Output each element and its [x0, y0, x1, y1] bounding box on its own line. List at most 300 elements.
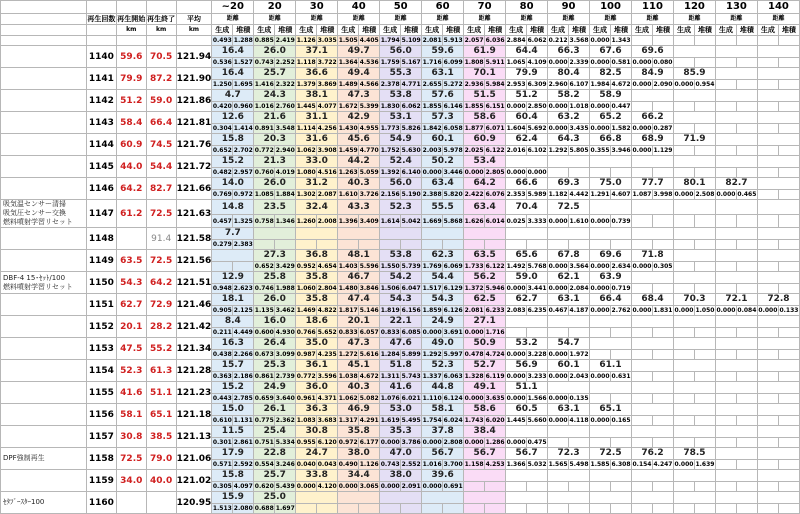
row-avg[interactable]: 121.63 — [176, 200, 212, 228]
sub-value[interactable]: 1.038 — [338, 373, 358, 380]
band-value[interactable]: 53.1 — [380, 112, 422, 124]
band-value[interactable]: 57.3 — [422, 112, 464, 124]
row-id[interactable]: 1154 — [87, 360, 117, 382]
sub-value[interactable] — [652, 504, 673, 514]
sub-value[interactable]: 2.043 — [569, 373, 589, 380]
gen-header[interactable]: 生成 — [757, 25, 778, 36]
sub-value[interactable]: 0.960 — [233, 103, 253, 110]
row-end[interactable] — [146, 492, 176, 514]
sub-value[interactable]: 3.908 — [317, 147, 337, 154]
row-start[interactable] — [116, 492, 146, 514]
sub-value[interactable]: 0.279 — [212, 241, 232, 248]
sub-value[interactable]: 4.187 — [569, 307, 589, 314]
sub-value[interactable]: 6.122 — [485, 263, 505, 270]
sub-value[interactable]: 1.062 — [296, 147, 316, 154]
sub-value[interactable] — [632, 102, 653, 112]
row-end[interactable]: 54.4 — [146, 156, 176, 178]
sub-value[interactable]: 0.080 — [653, 59, 673, 66]
sub-value[interactable]: 0.652 — [212, 147, 232, 154]
row-end[interactable]: 28.2 — [146, 316, 176, 338]
sub-value[interactable] — [611, 394, 632, 404]
sub-value[interactable]: 1.506 — [380, 285, 400, 292]
sub-value[interactable] — [527, 328, 548, 338]
sub-value[interactable] — [715, 350, 736, 360]
band-value[interactable]: 64.3 — [548, 134, 590, 146]
sub-value[interactable]: 4.672 — [611, 81, 631, 88]
band-value[interactable] — [715, 338, 757, 350]
row-avg[interactable]: 120.95 — [176, 492, 212, 514]
sub-value[interactable]: 0.691 — [443, 483, 463, 490]
band-value[interactable] — [757, 426, 799, 438]
row-start[interactable]: 60.9 — [116, 134, 146, 156]
sub-value[interactable]: 6.063 — [443, 373, 463, 380]
sub-value[interactable] — [464, 240, 485, 250]
band-value[interactable]: 52.4 — [380, 156, 422, 168]
band-value[interactable]: 47.4 — [338, 294, 380, 306]
band-value[interactable]: 30.8 — [296, 426, 338, 438]
sub-value[interactable] — [673, 146, 694, 156]
band-value[interactable]: 44.2 — [338, 156, 380, 168]
band-value[interactable]: 82.7 — [715, 178, 757, 190]
sub-value[interactable] — [778, 262, 799, 272]
band-value[interactable]: 72.5 — [590, 448, 632, 460]
sub-value[interactable] — [506, 328, 527, 338]
band-value[interactable] — [632, 200, 674, 215]
gen-header[interactable]: 生成 — [506, 25, 527, 36]
band-value[interactable] — [673, 272, 715, 284]
gen-header[interactable]: 生成 — [422, 25, 443, 36]
sub-value[interactable]: 1.752 — [380, 147, 400, 154]
sub-value[interactable] — [611, 240, 632, 250]
band-value[interactable]: 53.8 — [380, 90, 422, 102]
band-value[interactable] — [548, 316, 590, 328]
sub-value[interactable] — [673, 240, 694, 250]
sub-value[interactable] — [694, 284, 715, 294]
band-value[interactable]: 70.1 — [464, 68, 506, 80]
sub-value[interactable]: 0.000 — [506, 103, 526, 110]
sub-value[interactable] — [736, 80, 757, 90]
sub-value[interactable]: 1.831 — [653, 307, 673, 314]
row-note[interactable] — [1, 470, 87, 492]
dist-header[interactable]: 距離 — [757, 14, 799, 25]
band-value[interactable]: 31.2 — [296, 178, 338, 190]
sub-value[interactable]: 5.109 — [401, 37, 421, 44]
sub-value[interactable] — [736, 102, 757, 112]
sub-value[interactable]: 0.620 — [254, 483, 274, 490]
sub-value[interactable]: 0.000 — [632, 81, 652, 88]
sub-value[interactable] — [673, 284, 694, 294]
header-blank[interactable] — [1, 14, 87, 25]
sub-value[interactable] — [715, 80, 736, 90]
sub-value[interactable]: 3.568 — [569, 37, 589, 44]
sub-value[interactable] — [632, 482, 653, 492]
sub-value[interactable]: 2.804 — [317, 285, 337, 292]
band-value[interactable] — [757, 156, 799, 168]
band-value[interactable]: 27.3 — [254, 250, 296, 262]
sub-value[interactable] — [715, 215, 736, 228]
range-header[interactable]: 90 — [548, 1, 590, 14]
sub-value[interactable]: 1.118 — [296, 59, 316, 66]
band-value[interactable]: 36.1 — [296, 360, 338, 372]
band-value[interactable] — [715, 360, 757, 372]
sub-value[interactable]: 2.362 — [275, 417, 295, 424]
sub-value[interactable]: 6.062 — [401, 103, 421, 110]
sub-value[interactable]: 0.743 — [380, 461, 400, 468]
band-value[interactable]: 79.9 — [506, 68, 548, 80]
band-value[interactable] — [632, 470, 674, 482]
sub-value[interactable]: 0.305 — [212, 483, 232, 490]
sub-value[interactable]: 3.035 — [317, 37, 337, 44]
sub-value[interactable]: 0.659 — [254, 395, 274, 402]
row-avg[interactable]: 121.66 — [176, 178, 212, 200]
row-end[interactable]: 87.2 — [146, 68, 176, 90]
band-value[interactable] — [506, 316, 548, 328]
sub-value[interactable]: 0.443 — [212, 395, 232, 402]
sub-value[interactable]: 0.766 — [296, 329, 316, 336]
dist-header[interactable]: 距離 — [548, 14, 590, 25]
band-value[interactable]: 25.3 — [254, 360, 296, 372]
row-avg[interactable]: 121.72 — [176, 156, 212, 178]
row-note[interactable] — [1, 294, 87, 316]
sub-value[interactable] — [673, 328, 694, 338]
band-value[interactable] — [506, 470, 548, 482]
band-value[interactable] — [590, 492, 632, 504]
sub-value[interactable]: 5.630 — [401, 147, 421, 154]
sub-value[interactable] — [715, 102, 736, 112]
sub-value[interactable]: 0.554 — [254, 461, 274, 468]
sub-value[interactable]: 6.058 — [443, 125, 463, 132]
sub-value[interactable]: 0.905 — [212, 307, 232, 314]
band-value[interactable]: 72.1 — [715, 294, 757, 306]
sub-value[interactable]: 3.564 — [569, 263, 589, 270]
sub-value[interactable]: 1.379 — [296, 81, 316, 88]
sub-value[interactable] — [778, 372, 799, 382]
band-value[interactable]: 60.4 — [506, 112, 548, 124]
sub-value[interactable]: 0.000 — [527, 169, 547, 176]
sub-value[interactable]: 1.060 — [296, 285, 316, 292]
sub-value[interactable]: 4.019 — [275, 169, 295, 176]
band-value[interactable] — [757, 338, 799, 350]
sub-value[interactable]: 1.754 — [422, 417, 442, 424]
band-value[interactable]: 36.0 — [296, 382, 338, 394]
row-start[interactable]: 62.7 — [116, 294, 146, 316]
range-header[interactable]: 70 — [464, 1, 506, 14]
sub-value[interactable]: 2.592 — [233, 461, 253, 468]
sub-value[interactable]: 1.489 — [338, 81, 358, 88]
band-value[interactable]: 50.9 — [464, 338, 506, 350]
sub-value[interactable] — [694, 416, 715, 426]
band-value[interactable]: 80.1 — [673, 178, 715, 190]
gen-header[interactable]: 生成 — [673, 25, 694, 36]
sub-value[interactable]: 1.517 — [422, 285, 442, 292]
band-value[interactable] — [632, 228, 674, 240]
sub-value[interactable] — [569, 482, 590, 492]
band-value[interactable] — [506, 156, 548, 168]
sub-value[interactable] — [296, 504, 317, 514]
band-value[interactable]: 60.5 — [506, 404, 548, 416]
band-value[interactable]: 62.4 — [506, 134, 548, 146]
sub-value[interactable]: 6.309 — [527, 81, 547, 88]
sub-value[interactable]: 0.287 — [653, 125, 673, 132]
sub-value[interactable] — [715, 124, 736, 134]
band-value[interactable] — [715, 272, 757, 284]
sub-value[interactable] — [778, 394, 799, 404]
row-end[interactable]: 79.0 — [146, 448, 176, 470]
sub-value[interactable]: 4.930 — [275, 329, 295, 336]
range-header[interactable]: ~20 — [212, 1, 254, 14]
sub-value[interactable]: 1.087 — [632, 191, 652, 198]
row-note[interactable] — [1, 46, 87, 68]
band-value[interactable] — [548, 492, 590, 504]
sub-value[interactable] — [715, 438, 736, 448]
sub-value[interactable]: 2.081 — [464, 307, 484, 314]
sub-value[interactable] — [548, 438, 569, 448]
sub-value[interactable] — [380, 240, 401, 250]
band-value[interactable]: 66.3 — [548, 46, 590, 58]
sub-value[interactable] — [673, 438, 694, 448]
band-value[interactable] — [673, 112, 715, 124]
sub-value[interactable]: 0.043 — [317, 461, 337, 468]
sub-value[interactable] — [778, 416, 799, 426]
sub-value[interactable]: 2.419 — [275, 37, 295, 44]
sub-value[interactable] — [694, 372, 715, 382]
sub-value[interactable]: 2.016 — [506, 147, 526, 154]
sub-value[interactable]: 3.596 — [317, 373, 337, 380]
band-value[interactable]: 15.7 — [212, 360, 254, 372]
band-value[interactable] — [757, 90, 799, 102]
band-value[interactable]: 15.8 — [212, 134, 254, 146]
sub-value[interactable]: 1.695 — [233, 81, 253, 88]
range-header[interactable]: 130 — [715, 1, 757, 14]
row-start[interactable] — [116, 228, 146, 250]
sub-value[interactable]: 5.768 — [527, 263, 547, 270]
band-value[interactable]: 54.3 — [422, 294, 464, 306]
band-value[interactable] — [548, 382, 590, 394]
sub-value[interactable]: 1.080 — [296, 169, 316, 176]
row-start[interactable]: 44.0 — [116, 156, 146, 178]
sub-value[interactable]: 2.156 — [380, 191, 400, 198]
band-value[interactable]: 24.9 — [254, 382, 296, 394]
sub-value[interactable] — [757, 482, 778, 492]
sub-value[interactable]: 5.739 — [401, 263, 421, 270]
sub-value[interactable]: 0.952 — [296, 263, 316, 270]
sub-value[interactable] — [736, 504, 757, 514]
band-value[interactable] — [673, 338, 715, 350]
sub-value[interactable]: 2.655 — [422, 81, 442, 88]
band-value[interactable]: 63.9 — [590, 272, 632, 284]
sub-value[interactable]: 1.337 — [422, 373, 442, 380]
sub-value[interactable]: 1.018 — [569, 103, 589, 110]
sub-value[interactable]: 0.673 — [254, 351, 274, 358]
sub-value[interactable]: 1.716 — [485, 329, 505, 336]
row-avg[interactable]: 121.06 — [176, 448, 212, 470]
sub-value[interactable] — [694, 124, 715, 134]
row-start[interactable]: 59.6 — [116, 46, 146, 68]
band-value[interactable]: 56.0 — [380, 46, 422, 58]
sub-value[interactable]: 6.122 — [485, 147, 505, 154]
sub-value[interactable]: 0.457 — [212, 215, 233, 228]
sub-value[interactable]: 0.000 — [548, 263, 568, 270]
sub-value[interactable]: 6.107 — [569, 81, 589, 88]
sub-value[interactable]: 1.311 — [380, 373, 400, 380]
row-start[interactable]: 51.2 — [116, 90, 146, 112]
sub-value[interactable]: 2.057 — [464, 37, 484, 44]
sub-value[interactable]: 0.084 — [737, 307, 757, 314]
sub-value[interactable]: 2.884 — [506, 37, 526, 44]
acc-header[interactable]: 堆積 — [233, 25, 254, 36]
sub-value[interactable]: 0.000 — [506, 373, 526, 380]
sub-value[interactable]: 6.129 — [443, 285, 463, 292]
band-value[interactable] — [632, 360, 674, 372]
sub-value[interactable]: 0.948 — [212, 285, 232, 292]
sub-value[interactable]: 6.119 — [485, 373, 505, 380]
band-value[interactable]: 53.0 — [380, 404, 422, 416]
band-value[interactable] — [757, 134, 799, 146]
row-note[interactable] — [1, 90, 87, 112]
sub-value[interactable]: 1.988 — [275, 285, 295, 292]
band-value[interactable]: 62.7 — [506, 294, 548, 306]
sub-value[interactable]: 0.758 — [254, 215, 275, 228]
sub-value[interactable]: 0.000 — [338, 483, 358, 490]
band-value[interactable] — [715, 448, 757, 460]
row-id[interactable]: 1158 — [87, 448, 117, 470]
band-value[interactable]: 58.2 — [548, 90, 590, 102]
sub-value[interactable]: 4.109 — [527, 59, 547, 66]
band-value[interactable]: 16.0 — [254, 316, 296, 328]
band-value[interactable]: 65.6 — [506, 250, 548, 262]
dist-header[interactable]: 距離 — [632, 14, 674, 25]
sub-value[interactable] — [673, 262, 694, 272]
sub-value[interactable]: 2.960 — [548, 81, 568, 88]
acc-header[interactable]: 堆積 — [485, 25, 506, 36]
row-start[interactable]: 54.3 — [116, 272, 146, 294]
sub-value[interactable]: 0.000 — [632, 59, 652, 66]
sub-value[interactable] — [778, 482, 799, 492]
sub-value[interactable]: 1.733 — [464, 263, 484, 270]
band-value[interactable] — [715, 90, 757, 102]
acc-header[interactable]: 堆積 — [359, 25, 380, 36]
band-value[interactable]: 49.4 — [338, 68, 380, 80]
sub-value[interactable]: 1.716 — [422, 59, 442, 66]
band-value[interactable]: 69.6 — [632, 46, 674, 58]
sub-value[interactable]: 1.430 — [338, 125, 358, 132]
band-value[interactable]: 35.8 — [338, 426, 380, 438]
sub-value[interactable] — [694, 168, 715, 178]
sub-value[interactable] — [757, 504, 778, 514]
sub-value[interactable]: 1.328 — [464, 373, 484, 380]
sub-value[interactable] — [590, 482, 611, 492]
band-value[interactable] — [590, 470, 632, 482]
sub-value[interactable]: 2.634 — [611, 263, 631, 270]
band-value[interactable]: 40.3 — [338, 178, 380, 190]
sub-value[interactable]: 2.090 — [653, 81, 673, 88]
sub-value[interactable] — [611, 504, 632, 514]
band-value[interactable] — [715, 228, 757, 240]
blank-cell[interactable] — [1, 36, 87, 46]
gen-header[interactable]: 生成 — [254, 25, 275, 36]
band-value[interactable] — [715, 112, 757, 124]
sub-value[interactable] — [694, 58, 715, 68]
band-value[interactable] — [590, 338, 632, 350]
band-value[interactable]: 37.1 — [296, 46, 338, 58]
sub-value[interactable] — [778, 102, 799, 112]
sub-value[interactable]: 1.085 — [254, 191, 274, 198]
band-value[interactable]: 20.3 — [254, 134, 296, 146]
dist-header[interactable]: 距離 — [464, 14, 506, 25]
header-blank[interactable] — [87, 25, 117, 36]
band-value[interactable]: 24.9 — [422, 316, 464, 328]
band-value[interactable] — [757, 250, 799, 262]
acc-header[interactable]: 堆積 — [527, 25, 548, 36]
sub-value[interactable] — [275, 240, 296, 250]
sub-value[interactable]: 2.383 — [233, 241, 253, 248]
sub-value[interactable] — [715, 168, 736, 178]
band-value[interactable] — [548, 426, 590, 438]
sub-value[interactable]: 6.126 — [443, 307, 463, 314]
sub-value[interactable] — [590, 240, 611, 250]
sub-value[interactable]: 5.978 — [443, 147, 463, 154]
sub-value[interactable]: 5.805 — [569, 147, 589, 154]
band-value[interactable] — [632, 426, 674, 438]
gen-header[interactable]: 生成 — [715, 25, 736, 36]
sub-value[interactable]: 1.604 — [506, 125, 526, 132]
band-value[interactable] — [590, 156, 632, 168]
row-note[interactable]: DBF-4 15･ｾｯﾄ/100 燃料噴射学習リセット — [1, 272, 87, 294]
band-value[interactable] — [757, 360, 799, 372]
row-avg[interactable]: 121.90 — [176, 68, 212, 90]
row-note[interactable] — [1, 426, 87, 448]
sub-value[interactable] — [736, 168, 757, 178]
band-value[interactable]: 53.4 — [464, 156, 506, 168]
band-value[interactable]: 14.0 — [212, 178, 254, 190]
sub-value[interactable]: 0.000 — [464, 439, 484, 446]
sub-value[interactable] — [611, 350, 632, 360]
sub-value[interactable] — [778, 284, 799, 294]
sub-value[interactable]: 0.000 — [548, 103, 568, 110]
band-value[interactable]: 48.1 — [338, 250, 380, 262]
row-note[interactable] — [1, 250, 87, 272]
sub-value[interactable]: 0.304 — [212, 125, 232, 132]
sub-value[interactable]: 0.000 — [464, 395, 484, 402]
sub-value[interactable] — [611, 482, 632, 492]
sub-value[interactable]: 2.081 — [422, 37, 442, 44]
sub-value[interactable]: 0.885 — [254, 37, 274, 44]
sub-value[interactable]: 1.403 — [338, 263, 358, 270]
band-value[interactable] — [212, 250, 254, 262]
band-value[interactable]: 56.2 — [464, 272, 506, 284]
acc-header[interactable]: 堆積 — [694, 25, 715, 36]
row-id[interactable]: 1143 — [87, 112, 117, 134]
sub-value[interactable]: 0.000 — [590, 285, 610, 292]
dist-header[interactable]: 距離 — [254, 14, 296, 25]
band-value[interactable]: 25.8 — [254, 272, 296, 284]
band-value[interactable] — [590, 316, 632, 328]
sub-value[interactable]: 5.820 — [443, 191, 463, 198]
band-value[interactable]: 55.3 — [380, 68, 422, 80]
sub-value[interactable]: 6.146 — [443, 103, 463, 110]
sub-value[interactable]: 4.235 — [317, 351, 337, 358]
sub-value[interactable]: 1.817 — [338, 307, 358, 314]
sub-value[interactable] — [757, 328, 778, 338]
band-value[interactable] — [673, 250, 715, 262]
row-start[interactable]: 72.5 — [116, 448, 146, 470]
sub-value[interactable]: 0.000 — [506, 285, 526, 292]
sub-value[interactable]: 6.057 — [359, 329, 379, 336]
band-value[interactable]: 31.6 — [296, 134, 338, 146]
sub-value[interactable]: 3.435 — [569, 125, 589, 132]
sub-value[interactable]: 2.339 — [569, 59, 589, 66]
sub-value[interactable]: 5.997 — [443, 351, 463, 358]
